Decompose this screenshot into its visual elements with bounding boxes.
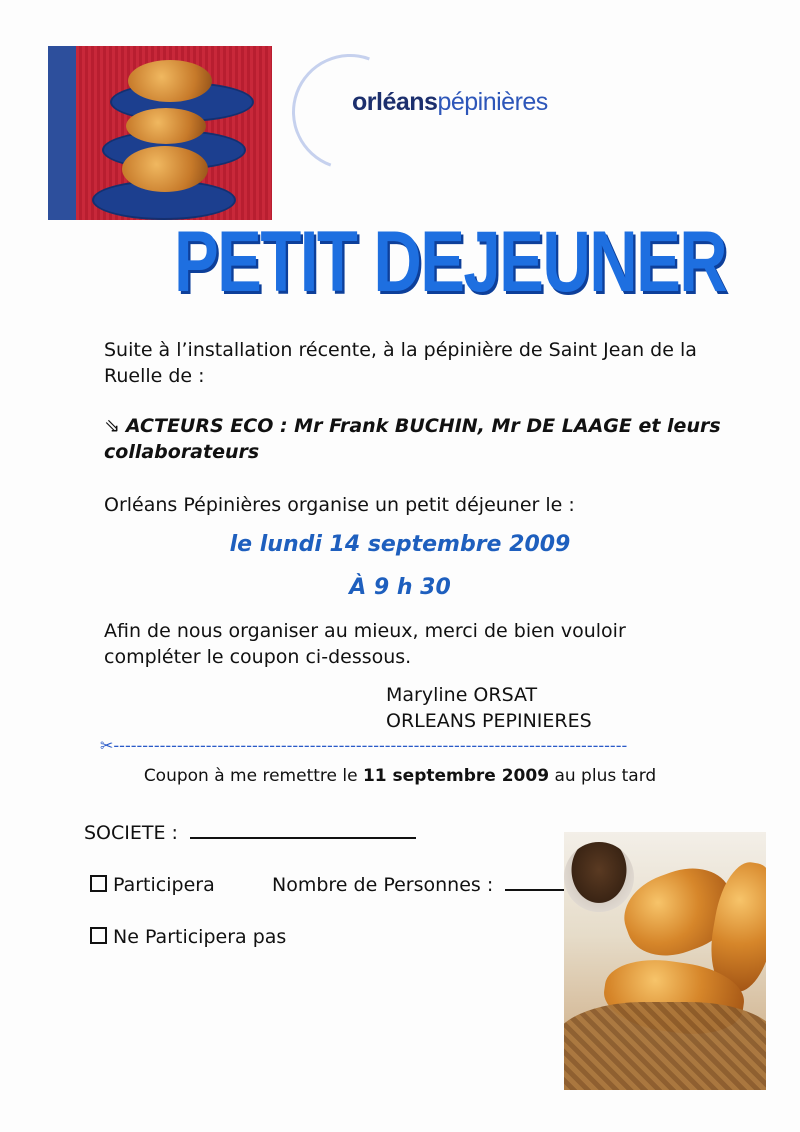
participe-label: Participera	[113, 874, 215, 896]
event-time: À 9 h 30	[349, 575, 451, 600]
logo-light-part: pépinières	[437, 88, 548, 116]
participe-row	[90, 872, 215, 898]
event-date: le lundi 14 septembre 2009	[229, 532, 571, 557]
signature-name: Maryline ORSAT	[386, 684, 538, 706]
nombre-row	[272, 872, 611, 898]
intro-text: Suite à l’installation récente, à la pépinière de Saint Jean de la Ruelle de :	[104, 339, 697, 387]
scissors-cut-line: ✂-----------------------------------------------------------------------------------------	[100, 736, 628, 755]
non-participe-row	[90, 924, 286, 950]
acteurs-text: ACTEURS ECO : Mr Frank BUCHIN, Mr DE LAAGE et leurs collaborateurs	[104, 415, 721, 463]
coupon-date: 11 septembre 2009	[362, 766, 550, 786]
page-title: PETIT DEJEUNER	[174, 214, 727, 310]
pastries-photo	[48, 46, 272, 220]
coupon-deadline	[0, 766, 800, 786]
checkbox-icon[interactable]	[90, 927, 107, 944]
logo-bold-part: orléans	[352, 88, 438, 116]
signature-org: ORLEANS PEPINIERES	[386, 710, 592, 732]
non-participe-label: Ne Participera pas	[113, 926, 287, 948]
acteurs-paragraph	[104, 413, 734, 465]
checkbox-icon[interactable]	[90, 875, 107, 892]
orleans-pepinieres-logo	[352, 88, 548, 117]
request-text: Afin de nous organiser au mieux, merci de bien vouloir compléter le coupon ci-dessous.	[104, 620, 626, 668]
coupon-before: Coupon à me remettre le	[143, 766, 363, 786]
coupon-after: au plus tard	[549, 766, 657, 786]
nombre-label: Nombre de Personnes :	[272, 874, 494, 896]
societe-label: SOCIETE :	[84, 822, 178, 844]
societe-field[interactable]	[190, 837, 416, 839]
croissant-basket-photo	[564, 832, 766, 1090]
organise-text: Orléans Pépinières organise un petit déjeuner le :	[104, 494, 575, 516]
societe-row	[84, 820, 416, 846]
arrow-bullet-icon: ⇘	[104, 415, 120, 437]
